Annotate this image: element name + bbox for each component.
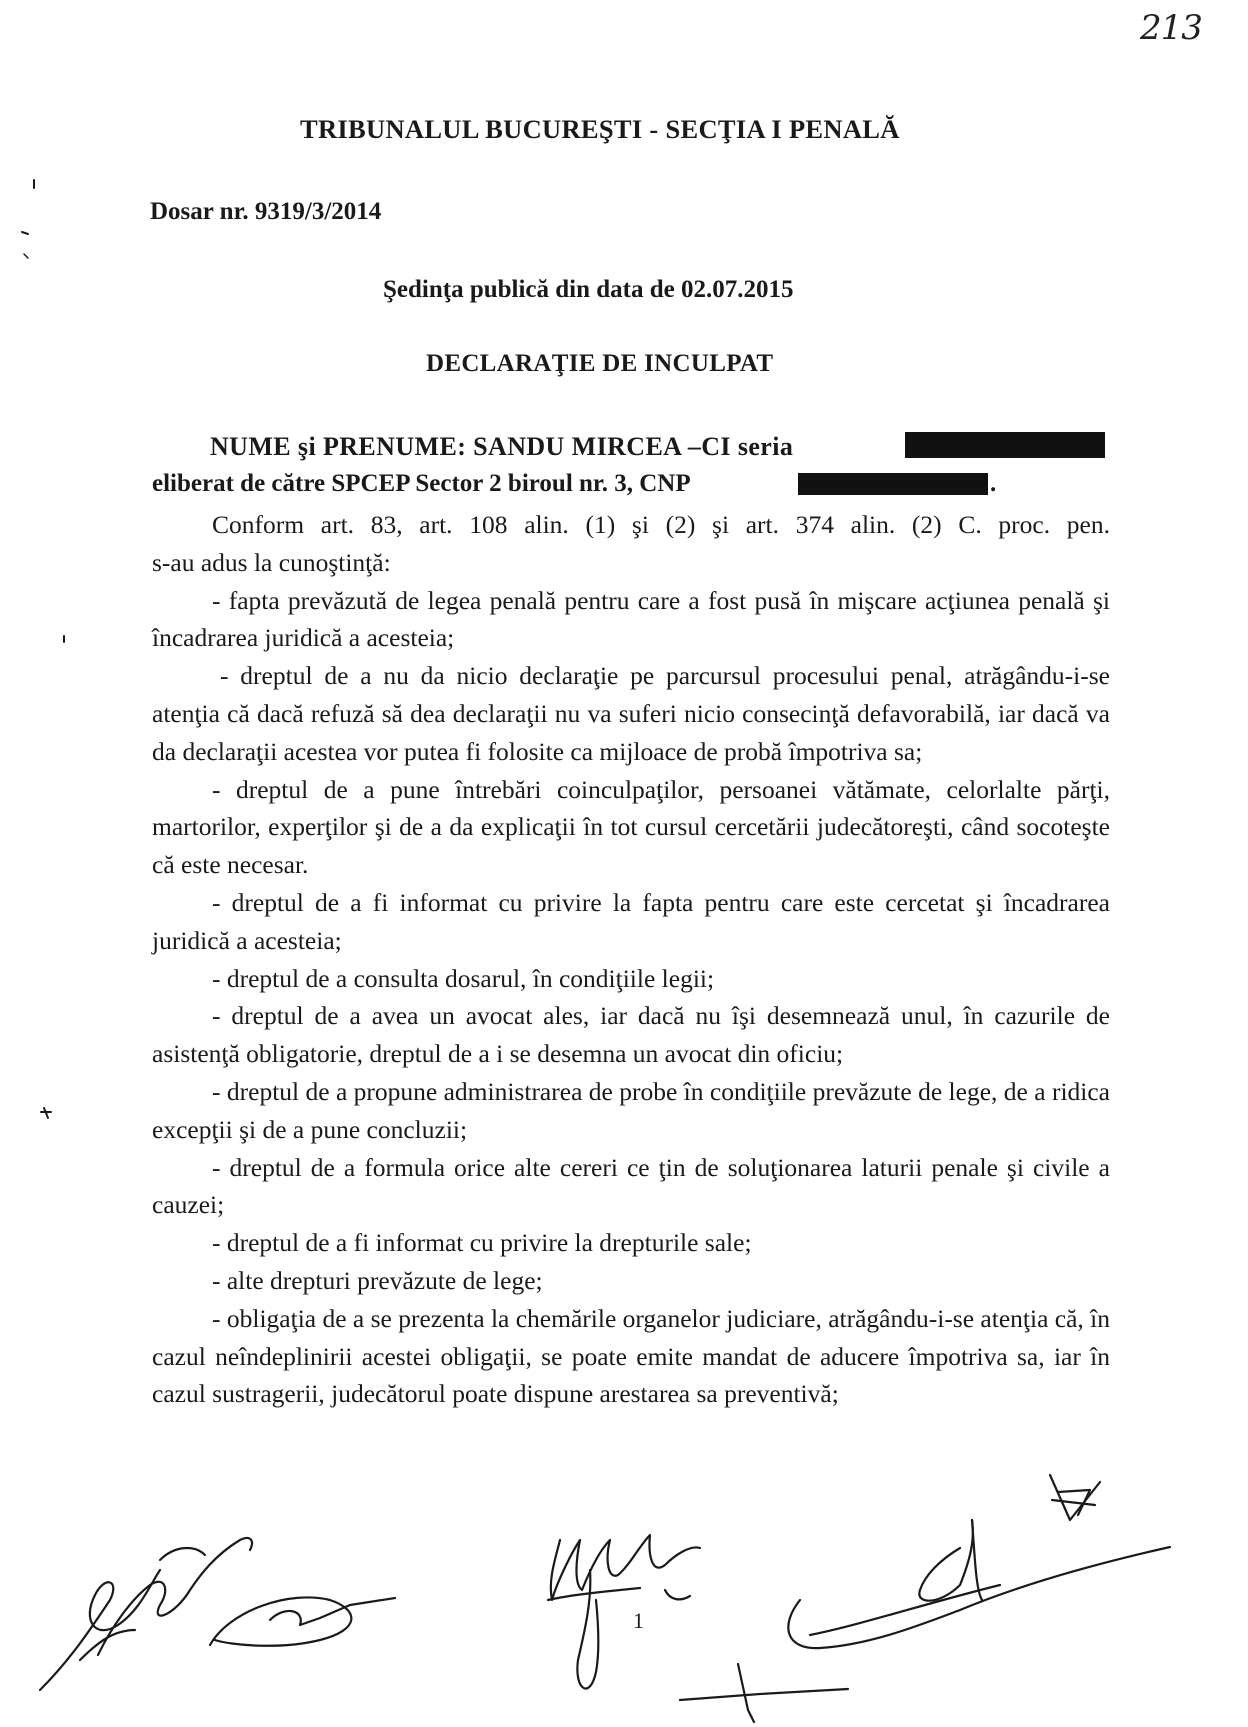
- document-title: DECLARAŢIE DE INCULPAT: [426, 350, 774, 377]
- page-number: 1: [633, 1608, 644, 1633]
- rights-item: - dreptul de a formula orice alte cereri ce ţin de soluţionarea laturii penale şi civile a cauzei;: [152, 1152, 1110, 1220]
- rights-item: - dreptul de a fi informat cu privire la drepturile sale;: [212, 1228, 752, 1258]
- issued-line-period: .: [990, 470, 997, 497]
- signature-middle: [548, 1535, 700, 1689]
- issued-by-text: eliberat de către SPCEP Sector 2 biroul nr. 3, CNP: [152, 470, 691, 497]
- signature-right: [680, 1475, 1170, 1722]
- rights-item: - obligaţia de a se prezenta la chemările organelor judiciare, atrăgându-i-se atenţia că, în cazul neîndeplinirii acestei obligaţii, se poate emite mandat de aducere împotriva sa, iar în cazul sustragerii, judecătorul poate dispune arestarea sa preventivă;: [152, 1303, 1110, 1409]
- rights-item: - fapta prevăzută de legea penală pentru care a fost pusă în mişcare acţiunea penală şi încadrarea juridică a acesteia;: [152, 585, 1110, 653]
- rights-item: - alte drepturi prevăzute de lege;: [212, 1265, 543, 1295]
- rights-item: - dreptul de a consulta dosarul, în condiţiile legii;: [212, 963, 715, 993]
- rights-item: - dreptul de a avea un avocat ales, iar dacă nu îşi desemnează unul, în cazurile de asistenţă obligatorie, dreptul de a i se desemna un avocat din oficiu;: [152, 1001, 1110, 1069]
- court-heading: TRIBUNALUL BUCUREŞTI - SECŢIA I PENALĂ: [300, 114, 900, 144]
- intro-line: Conform art. 83, art. 108 alin. (1) şi (2) şi art. 374 alin. (2) C. proc. pen.: [212, 510, 1110, 539]
- signature-left: [40, 1538, 395, 1690]
- rights-item: - dreptul de a nu da nicio declaraţie pe parcursul procesului penal, atrăgându-i-se atenţia că dacă refuză să dea declaraţii nu va suferi nicio consecinţă defavorabilă, iar dacă va da declaraţii acestea vor putea fi folosite ca mijloace de probă împotriva sa;: [152, 661, 1110, 766]
- handwritten-page-number: 213: [1140, 8, 1202, 48]
- intro-line-2: s-au adus la cunoştinţă:: [152, 547, 391, 577]
- rights-item: - dreptul de a pune întrebări coinculpaţilor, persoanei vătămate, celorlalte părţi, martorilor, experţilor şi de a da explicaţii în tot cursul cercetării judecătoreşti, când socoteşte că este necesar.: [152, 774, 1110, 880]
- defendant-name-line: NUME şi PRENUME: SANDU MIRCEA –CI seria: [210, 432, 794, 461]
- session-date: Şedinţa publică din data de 02.07.2015: [383, 276, 794, 303]
- rights-item: - dreptul de a fi informat cu privire la fapta pentru care este cercetat şi încadrarea juridică a acesteia;: [152, 887, 1110, 955]
- rights-item: - dreptul de a propune administrarea de probe în condiţiile prevăzute de lege, de a ridica excepţii şi de a pune concluzii;: [152, 1076, 1110, 1144]
- case-number: Dosar nr. 9319/3/2014: [150, 198, 382, 225]
